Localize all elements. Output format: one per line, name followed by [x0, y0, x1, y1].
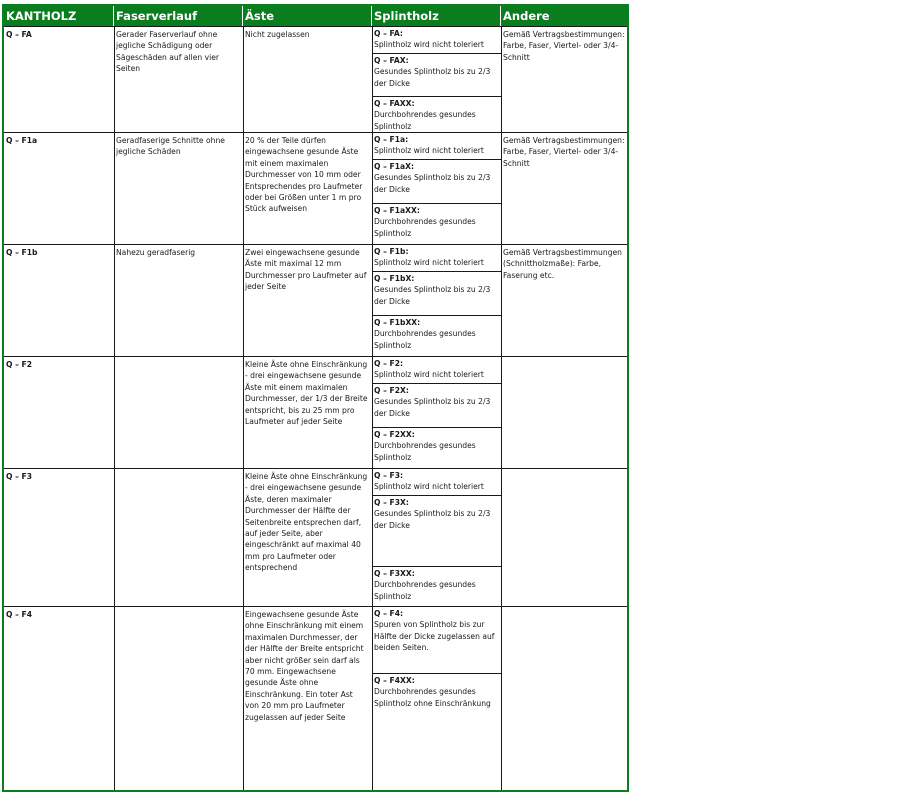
splintholz-code: Q – F1aXX: — [374, 206, 420, 215]
grade-code: Q – F4 — [6, 610, 33, 619]
splintholz-text: Splintholz wird nicht toleriert — [374, 482, 484, 492]
splintholz-text: Durchbohrendes gesundes Splintholz — [374, 217, 476, 238]
grading-table — [2, 4, 629, 792]
splintholz-subcell — [372, 159, 501, 203]
header-splintholz: Splintholz — [372, 6, 501, 26]
splintholz-cell — [372, 607, 501, 790]
splintholz-cell — [372, 245, 501, 356]
splintholz-text: Durchbohrendes gesundes Splintholz — [374, 110, 476, 131]
splintholz-code: Q – F1a: — [374, 135, 409, 144]
splintholz-subcell — [372, 271, 501, 315]
table-row — [4, 132, 627, 244]
splintholz-code: Q – F1bXX: — [374, 318, 421, 327]
andere-cell — [501, 357, 629, 468]
splintholz-code: Q – F4: — [374, 609, 404, 618]
grade-code: Q – F1a — [6, 136, 38, 145]
table-row — [4, 468, 627, 606]
aeste-cell: Kleine Äste ohne Einschränkung - drei eingewachsene gesunde Äste, deren maximaler Durchmesser der Hälfte der Seitenbreite entsprechen darf, auf jeder Seite, aber eingeschränkt auf maximal 40 mm pro Laufmeter oder entsprechend — [245, 472, 368, 573]
splintholz-text: Durchbohrendes gesundes Splintholz ohne Einschränkung — [374, 687, 491, 708]
splintholz-code: Q – F1aX: — [374, 162, 415, 171]
aeste-cell: Eingewachsene gesunde Äste ohne Einschränkung mit einem maximalen Durchmesser, der der Hälfte der Breite entspricht aber nicht größer sein darf als 70 mm. Eingewachsene gesunde Äste ohne Einschränkung. Ein toter Ast von 20 mm pro Laufmeter zugelassen auf jeder Seite — [245, 610, 364, 722]
header-kantholz: KANTHOLZ — [4, 6, 114, 26]
faserverlauf-cell — [114, 357, 243, 468]
splintholz-code: Q – FAX: — [374, 56, 409, 65]
splintholz-subcell — [372, 133, 501, 159]
splintholz-subcell — [372, 469, 501, 495]
grade-code: Q – F3 — [6, 472, 33, 481]
splintholz-subcell — [372, 427, 501, 468]
splintholz-code: Q – F3: — [374, 471, 404, 480]
splintholz-text: Gesundes Splintholz bis zu 2/3 der Dicke — [374, 285, 491, 306]
splintholz-text: Gesundes Splintholz bis zu 2/3 der Dicke — [374, 67, 491, 88]
splintholz-subcell — [372, 383, 501, 427]
grade-code: Q – FA — [6, 30, 32, 39]
splintholz-code: Q – FA: — [374, 29, 403, 38]
faserverlauf-cell: Gerader Faserverlauf ohne jegliche Schädigung oder Sägeschäden auf allen vier Seiten — [116, 30, 220, 74]
andere-cell: Gemäß Vertragsbestimmungen (Schnittholzmaße): Farbe, Faserung etc. — [503, 248, 622, 280]
splintholz-text: Durchbohrendes gesundes Splintholz — [374, 441, 476, 462]
andere-cell — [501, 469, 629, 606]
splintholz-text: Splintholz wird nicht toleriert — [374, 40, 484, 50]
splintholz-code: Q – F2XX: — [374, 430, 415, 439]
faserverlauf-cell — [114, 607, 243, 790]
faserverlauf-cell: Nahezu geradfaserig — [116, 248, 196, 257]
faserverlauf-cell: Geradfaserige Schnitte ohne jegliche Schäden — [116, 136, 225, 157]
splintholz-text: Splintholz wird nicht toleriert — [374, 370, 484, 380]
splintholz-subcell — [372, 357, 501, 383]
splintholz-subcell — [372, 53, 501, 96]
splintholz-code: Q – F3XX: — [374, 569, 415, 578]
splintholz-code: Q – F3X: — [374, 498, 409, 507]
table-row — [4, 356, 627, 468]
splintholz-subcell — [372, 566, 501, 606]
splintholz-text: Spuren von Splintholz bis zur Hälfte der Dicke zugelassen auf beiden Seiten. — [374, 620, 495, 653]
splintholz-subcell — [372, 495, 501, 566]
splintholz-subcell — [372, 673, 501, 790]
grade-code: Q – F2 — [6, 360, 33, 369]
splintholz-text: Splintholz wird nicht toleriert — [374, 258, 484, 268]
table-row — [4, 606, 627, 790]
splintholz-code: Q – F4XX: — [374, 676, 415, 685]
aeste-cell: 20 % der Teile dürfen eingewachsene gesunde Äste mit einem maximalen Durchmesser von 10 mm oder Entsprechendes pro Laufmeter oder bei Größen unter 1 m pro Stück aufweisen — [245, 136, 363, 214]
splintholz-subcell — [372, 315, 501, 356]
andere-cell: Gemäß Vertragsbestimmungen: Farbe, Faser, Viertel- oder 3/4-Schnitt — [503, 136, 625, 168]
aeste-cell: Nicht zugelassen — [245, 30, 310, 39]
splintholz-text: Gesundes Splintholz bis zu 2/3 der Dicke — [374, 509, 491, 530]
splintholz-subcell — [372, 27, 501, 53]
splintholz-text: Splintholz wird nicht toleriert — [374, 146, 484, 156]
splintholz-cell — [372, 357, 501, 468]
splintholz-subcell — [372, 245, 501, 271]
table-row — [4, 26, 627, 132]
splintholz-cell — [372, 469, 501, 606]
andere-cell: Gemäß Vertragsbestimmungen: Farbe, Faser, Viertel- oder 3/4-Schnitt — [503, 30, 625, 62]
table-header — [4, 6, 627, 26]
splintholz-cell — [372, 27, 501, 132]
splintholz-subcell — [372, 96, 501, 132]
header-aeste: Äste — [243, 6, 372, 26]
splintholz-text: Gesundes Splintholz bis zu 2/3 der Dicke — [374, 173, 491, 194]
splintholz-subcell — [372, 607, 501, 673]
splintholz-code: Q – F1bX: — [374, 274, 415, 283]
splintholz-code: Q – F2X: — [374, 386, 409, 395]
aeste-cell: Zwei eingewachsene gesunde Äste mit maximal 12 mm Durchmesser pro Laufmeter auf jeder Seite — [245, 248, 367, 292]
header-faserverlauf: Faserverlauf — [114, 6, 243, 26]
splintholz-text: Gesundes Splintholz bis zu 2/3 der Dicke — [374, 397, 491, 418]
splintholz-cell — [372, 133, 501, 244]
faserverlauf-cell — [114, 469, 243, 606]
header-andere: Andere — [503, 9, 550, 23]
splintholz-text: Durchbohrendes gesundes Splintholz — [374, 329, 476, 350]
splintholz-code: Q – F2: — [374, 359, 404, 368]
splintholz-text: Durchbohrendes gesundes Splintholz — [374, 580, 476, 601]
splintholz-code: Q – F1b: — [374, 247, 409, 256]
andere-cell — [501, 607, 629, 790]
splintholz-code: Q – FAXX: — [374, 99, 415, 108]
grade-code: Q – F1b — [6, 248, 38, 257]
aeste-cell: Kleine Äste ohne Einschränkung - drei eingewachsene gesunde Äste mit einem maximalen Durchmesser, der 1/3 der Breite entspricht, bis zu 25 mm pro Laufmeter auf jeder Seite — [245, 360, 368, 427]
table-row — [4, 244, 627, 356]
splintholz-subcell — [372, 203, 501, 244]
